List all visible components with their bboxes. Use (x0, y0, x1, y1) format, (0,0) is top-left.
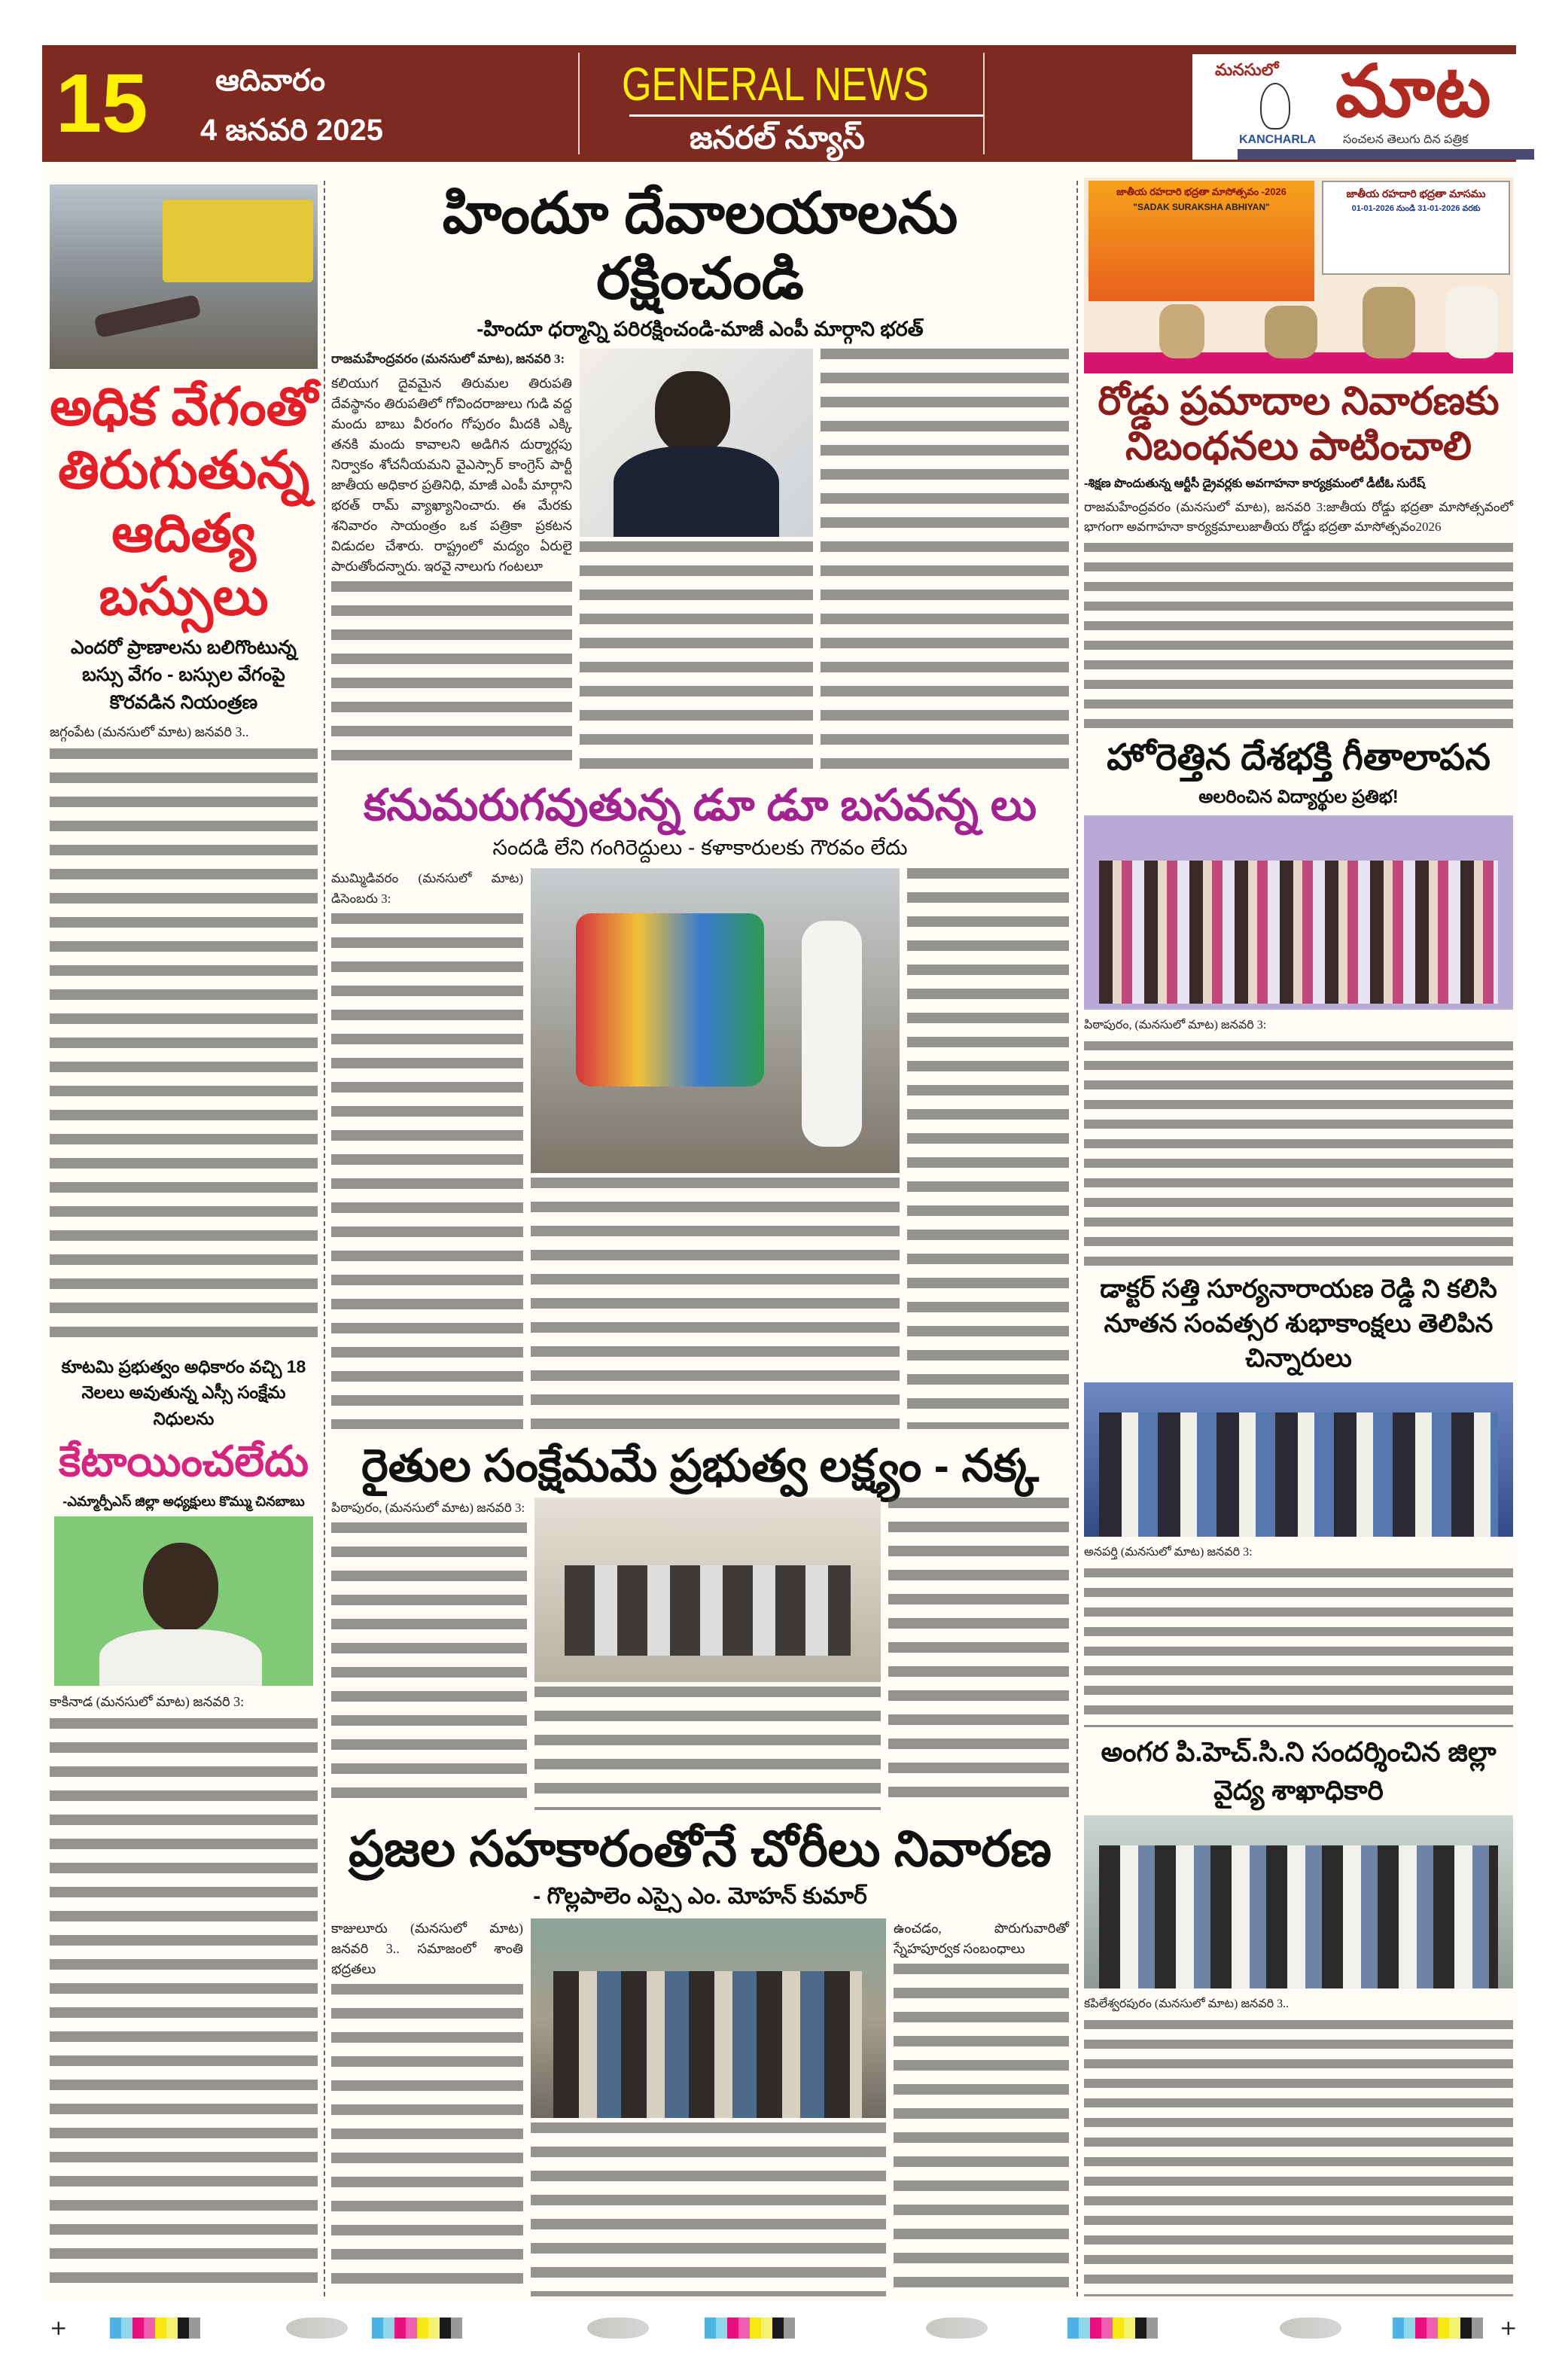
farmers-body-col2 (534, 1687, 881, 1810)
basavanna-dateline: ముమ్మిడివరం (మనసులో మాట) డిసెంబరు 3: (331, 871, 523, 907)
logo-bar (1238, 149, 1534, 160)
road-safety-subhead: -శిక్షణ పొందుతున్న ఆర్టీసీ డ్రైవర్లకు అవగాహనా కార్యక్రమంలో డీటీఓ సురేష్ (1084, 477, 1426, 490)
patriotic-songs-dateline: పిఠాపురం, (మనసులో మాట) జనవరి 3: (1084, 1019, 1267, 1032)
theft-body-col2 (531, 2122, 886, 2296)
theft-col3-lead: ఉంచడం, పొరుగువారితో స్నేహపూర్వక సంబంధాలు (894, 1920, 1069, 1956)
story2-dateline: కాకినాడ (మనసులో మాట) జనవరి 3: (50, 1694, 245, 1710)
banner-right (1322, 181, 1510, 275)
registration-mark-icon: + (50, 2315, 68, 2340)
color-calibration-strip (1393, 2318, 1483, 2339)
header-divider (983, 53, 985, 154)
farmers-headline: రైతుల సంక్షేమమే ప్రభుత్వ లక్ష్యం - నక్క (361, 1440, 1039, 1491)
gray-balance-patch (587, 2318, 649, 2339)
banner-left-text: జాతీయ రహదారి భద్రతా మాసోత్సవం -2026 (1116, 186, 1287, 197)
phc-visit-body (1084, 2020, 1513, 2296)
gray-balance-patch (1280, 2318, 1341, 2339)
date-label: 4 జనవరి 2025 (200, 114, 383, 147)
students-group-photo (1084, 815, 1513, 1010)
new-year-dateline: అనపర్తి (మనసులో మాట) జనవరి 3: (1084, 1546, 1253, 1559)
temple-body-col3 (821, 349, 1069, 769)
page-number: 15 (56, 57, 148, 150)
logo-tagline: సంచలన తెలుగు దిన పత్రిక (1343, 133, 1469, 146)
farmers-story (331, 1440, 1069, 1810)
theft-headline: ప్రజల సహకారంతోనే చోరీలు నివారణ (349, 1820, 1052, 1876)
banner-right-text: జాతీయ రహదారి భద్రతా మాసము (1346, 187, 1486, 200)
section-title-telugu: జనరల్ న్యూస్ (690, 120, 865, 155)
gray-balance-patch (926, 2318, 988, 2339)
middle-column (331, 181, 1069, 2296)
temple-headline: హిందూ దేవాలయాలను రక్షించండి (442, 181, 958, 312)
phc-visit-photo (1084, 1815, 1513, 1988)
temple-body (331, 581, 572, 769)
road-safety-meeting-photo (1084, 178, 1513, 373)
color-calibration-strip (372, 2318, 462, 2339)
theft-subhead: - గొల్లపాలెం ఎస్సై ఎం. మోహన్ కుమార్ (533, 1884, 867, 1909)
patriotic-songs-headline: హోరెత్తిన దేశభక్తి గీతాలాపన (1107, 738, 1491, 779)
banner-english-text: "SADAK SURAKSHA ABHIYAN" (1133, 202, 1270, 212)
theft-body-col1 (331, 1984, 523, 2296)
phc-visit-headline: అంగర పి.హెచ్.సి.ని సందర్శించిన జిల్లా వైద్య శాఖాధికారి (1101, 1736, 1497, 1806)
farmers-body-col3 (888, 1498, 1069, 1810)
temple-story (331, 181, 1069, 770)
story2-byline: -ఎమ్మార్పీఎస్ జిల్లా అధ్యక్షులు కొమ్ము చినబాబు (62, 1493, 305, 1509)
road-safety-body (1084, 543, 1513, 731)
left-column (50, 184, 318, 2296)
masthead-logo (1192, 51, 1537, 160)
logo-small-text: మనసులో (1215, 60, 1279, 79)
banner-left (1089, 181, 1314, 301)
left-headline: అధిక వేగంతో తిరుగుతున్న ఆదిత్య బస్సులు (50, 377, 318, 626)
registration-mark-icon: + (1500, 2315, 1518, 2340)
logo-main-text: మాట (1335, 51, 1491, 132)
right-column (1084, 178, 1513, 2296)
color-calibration-strip (110, 2318, 200, 2339)
story2-body (50, 1718, 318, 2296)
section-title-rule (629, 114, 983, 117)
basavanna-subhead: సందడి లేని గంగిరెద్దులు - కళాకారులకు గౌరవం లేదు (492, 836, 908, 860)
temple-body-lead: కలియుగ దైవమైన తిరుమల తిరుపతి దేవస్థానం తిరుపతిలో గోవిందరాజులు గుడి వద్ద మందు బాబు వీరంగం గోపురం మీదకి ఎక్కి తనకి మందు కావాలని అడిగిన దుర్మార్గపు నిర్వాకం శోచనీయమని వైఎస్సార్ కాంగ్రెస్ పార్టీ జాతీయ అధికార ప్రతినిధి, మాజీ ఎంపీ మార్గాని భరత్ రామ్ వ్యాఖ్యానించారు. ఈ మేరకు శనివారం సాయంత్రం ఒక పత్రికా ప్రకటన విడుదల చేశారు. రాష్ట్రంలో మద్యం ఏరులై పారుతోందన్నారు. ఇరవై నాలుగు గంటలూ (331, 376, 572, 574)
phc-visit-dateline: కపిలేశ్వరపురం (మనసులో మాట) జనవరి 3.. (1084, 1997, 1290, 2010)
bharat-press-photo (580, 349, 813, 537)
basavanna-headline: కనుమరుగవుతున్న డూ డూ బసవన్న లు (363, 780, 1037, 830)
new-year-greetings-photo (1084, 1382, 1513, 1537)
column-divider (324, 181, 325, 2296)
theft-body-col3 (894, 1964, 1069, 2296)
new-year-headline: డాక్టర్ సత్తి సూర్యనారాయణ రెడ్డి ని కలిసి నూతన సంవత్సర శుభాకాంక్షలు తెలిపిన చిన్నారులు (1100, 1275, 1497, 1373)
left-subhead: ఎందరో ప్రాణాలను బలిగొంటున్న బస్సు వేగం - బస్సుల వేగంపై కొరవడిన నియంత్రణ (71, 637, 297, 713)
farmers-body-col1 (331, 1522, 527, 1810)
temple-dateline: రాజమహేంద్రవరం (మనసులో మాట), జనవరి 3: (331, 352, 565, 367)
page-header (42, 45, 1516, 162)
police-public-photo (531, 1918, 886, 2118)
logo-brand: KANCHARLA (1239, 133, 1317, 146)
theft-story (331, 1821, 1069, 2296)
road-safety-headline: రోడ్డు ప్రమాదాల నివారణకు నిబంధనలు పాటించాలి (1098, 379, 1500, 468)
chinababu-portrait-photo (54, 1516, 313, 1686)
theft-dateline: కాజులూరు (మనసులో మాట) జనవరి 3.. సమాజంలో శాంతి భద్రతలు (331, 1920, 523, 1976)
patriotic-songs-subhead: అలరించిన విద్యార్థుల ప్రతిభ! (1198, 786, 1399, 807)
day-label: ఆదివారం (215, 64, 326, 97)
bus-accident-photo (50, 184, 318, 369)
color-calibration-strip (705, 2318, 795, 2339)
section-title-english: GENERAL NEWS (622, 59, 929, 111)
gangireddu-photo (531, 868, 900, 1173)
farmers-dateline: పిఠాపురం, (మనసులో మాట) జనవరి 3: (331, 1500, 525, 1515)
basavanna-body-col1 (331, 913, 523, 1428)
story2-headline: కేటాయించలేదు (58, 1437, 309, 1486)
basavanna-story (331, 781, 1069, 1429)
color-calibration-strip (1067, 2318, 1158, 2339)
new-year-body (1084, 1568, 1513, 1727)
temple-body-col2 (580, 541, 813, 769)
header-divider (578, 53, 580, 154)
patriotic-songs-body (1084, 1041, 1513, 1266)
left-article-body (50, 748, 318, 1348)
road-safety-body-lead: రాజమహేంద్రవరం (మనసులో మాట), జనవరి 3:జాతీయ రోడ్డు భద్రతా మాసోత్సవంలో భాగంగా అవగాహనా కార్యక్రమాలుజాతీయ రోడ్డు భద్రతా మాసోత్సవం2026 (1084, 500, 1513, 535)
founder-portrait-icon (1260, 83, 1290, 130)
banner-dates: 01-01-2026 నుండి 31-01-2026 వరకు (1351, 204, 1481, 213)
basavanna-body-col2 (531, 1178, 900, 1428)
story2-kicker: కూటమి ప్రభుత్వం అధికారం వచ్చి 18 నెలలు అవుతున్న ఎస్సీ సంక్షేమ నిధులను (61, 1356, 306, 1428)
gray-balance-patch (286, 2318, 348, 2339)
basavanna-body-col3 (907, 868, 1069, 1428)
farmers-meeting-photo (534, 1498, 881, 1682)
left-article-dateline: జగ్గంపేట (మనసులో మాట) జనవరి 3.. (50, 724, 249, 739)
temple-subhead: -హిందూ ధర్మాన్ని పరిరక్షించండి-మాజీ ఎంపీ మార్గాని భరత్ (477, 317, 924, 340)
column-divider (1076, 181, 1078, 2296)
